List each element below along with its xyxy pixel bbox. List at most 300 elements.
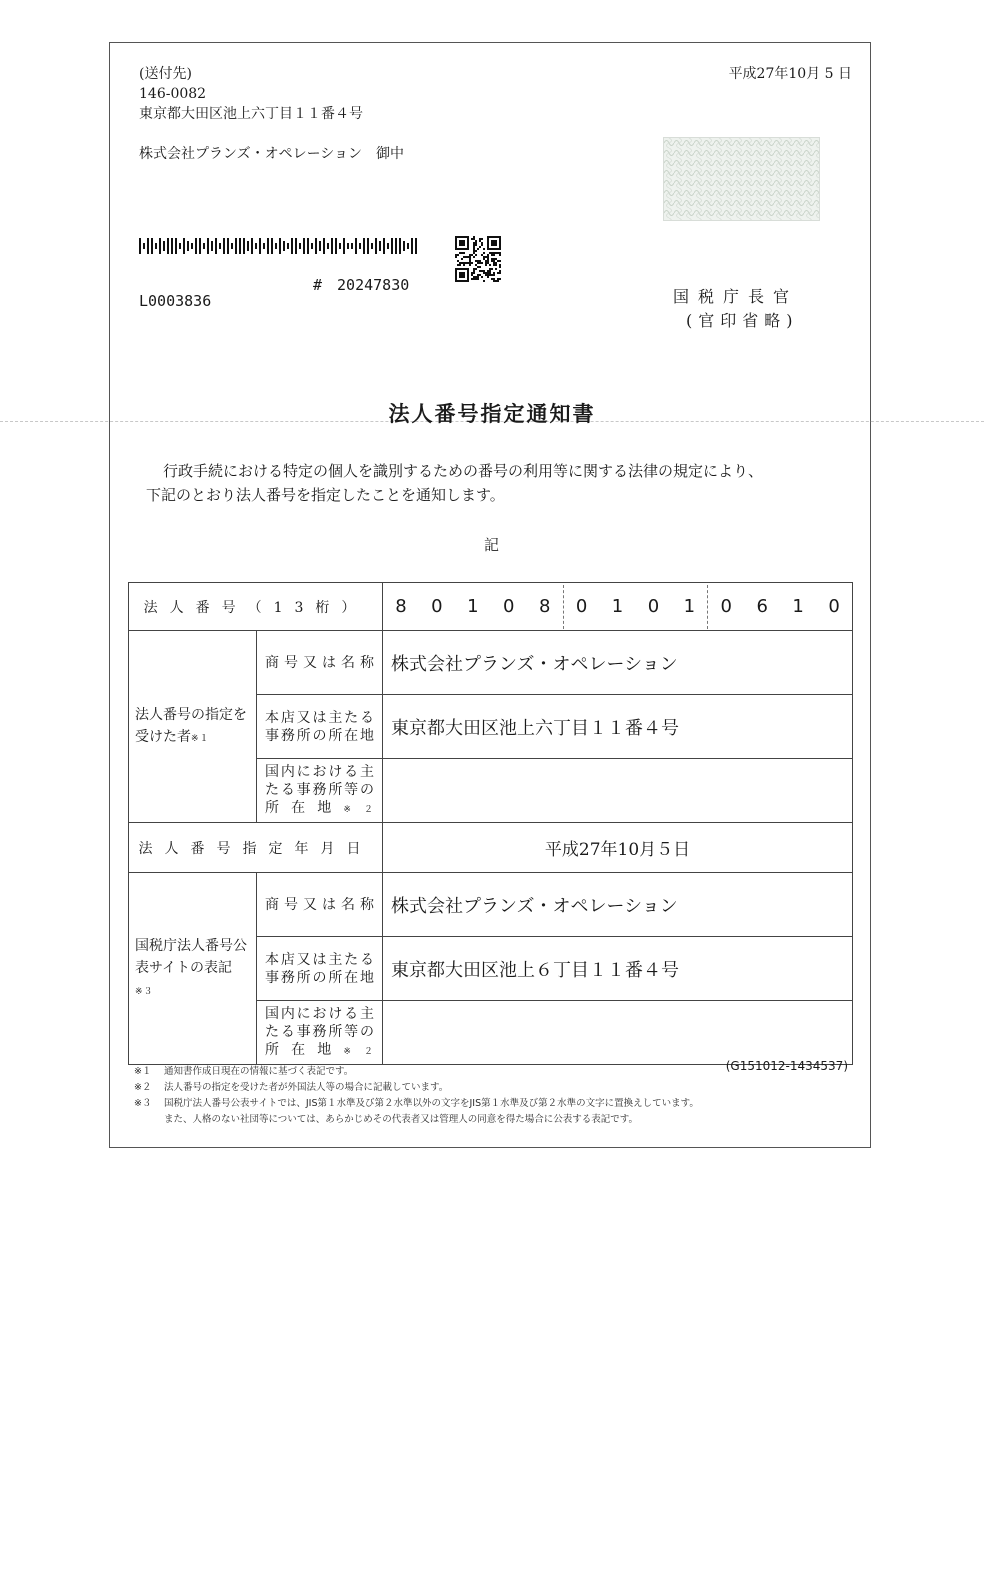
corp-number-digit: 1 — [611, 595, 624, 617]
barcode-bar — [243, 238, 245, 254]
qr-finder — [455, 268, 457, 282]
corp-number-digits — [383, 585, 852, 629]
qr-module — [467, 262, 469, 264]
qr-finder — [467, 268, 469, 282]
qr-module — [471, 254, 473, 256]
qr-module — [473, 252, 475, 254]
qr-module — [477, 274, 479, 276]
barcode-bar — [251, 238, 253, 254]
barcode-bar — [355, 238, 357, 254]
qr-module — [473, 244, 475, 246]
qr-module — [491, 252, 493, 254]
qr-finder — [467, 236, 469, 250]
qr-module — [481, 262, 483, 264]
qr-module — [499, 278, 501, 280]
qr-module — [493, 262, 495, 264]
qr-module — [475, 254, 477, 256]
issue-date: 平成27年10月 5 日 — [728, 66, 852, 82]
qr-module — [487, 256, 489, 258]
qr-module — [499, 254, 501, 256]
barcode-bar — [339, 243, 341, 249]
qr-module — [497, 260, 499, 262]
qr-module — [491, 268, 493, 270]
qr-module — [475, 240, 477, 242]
send-to-label: (送付先) — [139, 66, 192, 82]
barcode-bar — [315, 238, 317, 254]
barcode-bar — [287, 243, 289, 249]
corp-number-cell — [383, 583, 853, 631]
qr-module — [481, 254, 483, 256]
qr-finder — [487, 236, 489, 250]
qr-module — [489, 252, 491, 254]
barcode-bar — [335, 238, 337, 254]
corp-number-digit: 1 — [792, 595, 804, 617]
qr-finder — [499, 236, 501, 250]
qr-module — [495, 280, 497, 282]
barcode-bar — [199, 238, 201, 254]
barcode-bar — [379, 241, 381, 251]
label-domestic-text-public: 国内における主たる事務所等の所在地 — [265, 1005, 375, 1058]
barcode-bar — [303, 238, 305, 254]
qr-module — [457, 260, 459, 262]
qr-module — [475, 264, 477, 266]
barcode-bar — [395, 238, 397, 254]
label-domestic-note: ※２ — [343, 804, 375, 815]
recipient-address: 東京都大田区池上六丁目１１番４号 — [139, 106, 363, 122]
qr-module — [469, 264, 471, 266]
qr-module — [485, 274, 487, 276]
qr-module — [475, 276, 477, 278]
public-domestic-address — [383, 1001, 853, 1065]
qr-module — [489, 264, 491, 266]
barcode-bar — [367, 238, 369, 254]
label-domestic-office-public — [257, 1001, 383, 1065]
qr-module — [461, 252, 463, 254]
qr-module — [473, 236, 475, 238]
corp-number-row — [129, 583, 853, 631]
qr-finder — [455, 236, 457, 250]
label-head-office: 本店又は主たる事務所の所在地 — [257, 695, 383, 759]
qr-module — [491, 274, 493, 276]
qr-module — [497, 280, 499, 282]
qr-module — [495, 258, 497, 260]
notice-body-line-2: 下記のとおり法人番号を指定したことを通知します。 — [146, 486, 505, 504]
reference-code: (G151012-1434537) — [725, 1059, 848, 1073]
qr-module — [481, 242, 483, 244]
qr-module — [483, 280, 485, 282]
qr-module — [479, 274, 481, 276]
qr-module — [463, 264, 465, 266]
control-number: # 20247830 — [313, 276, 410, 294]
qr-module — [471, 262, 473, 264]
qr-module — [473, 256, 475, 258]
qr-module — [487, 262, 489, 264]
footnote-1 — [134, 1064, 854, 1080]
barcode-bar — [403, 241, 405, 251]
qr-finder-center — [459, 272, 465, 278]
barcode-bar — [175, 238, 177, 254]
qr-module — [487, 274, 489, 276]
qr-module — [479, 270, 481, 272]
postal-code: 146-0082 — [139, 86, 207, 102]
qr-module — [471, 238, 473, 240]
qr-module — [495, 252, 497, 254]
barcode-bar — [195, 238, 197, 254]
qr-finder — [487, 236, 501, 238]
barcode-bar — [383, 238, 385, 254]
notice-body — [146, 459, 846, 507]
qr-module — [479, 240, 481, 242]
qr-module — [499, 264, 501, 266]
qr-module — [485, 260, 487, 262]
barcode-bar — [231, 243, 233, 249]
qr-module — [465, 262, 467, 264]
barcode-bar — [275, 243, 277, 249]
barcode-bar — [295, 238, 297, 254]
barcode-bar — [255, 243, 257, 249]
seal-omitted-note: (官印省略) — [686, 311, 799, 330]
corp-number-digit: 0 — [575, 595, 588, 617]
qr-module — [469, 262, 471, 264]
barcode-bar — [187, 241, 189, 251]
footnotes — [134, 1064, 854, 1128]
public-group-label — [129, 873, 257, 1065]
postal-barcode — [139, 238, 424, 254]
qr-finder — [455, 248, 469, 250]
barcode-bar — [155, 243, 157, 249]
qr-module — [473, 238, 475, 240]
barcode-bar — [219, 243, 221, 249]
corp-number-digit: 1 — [671, 585, 708, 629]
qr-module — [479, 266, 481, 268]
corp-number-digit: 0 — [720, 595, 732, 617]
qr-module — [489, 274, 491, 276]
barcode-bar — [263, 243, 265, 249]
designation-date: 平成27年10月５日 — [383, 823, 853, 873]
qr-module — [497, 278, 499, 280]
barcode-bar — [239, 238, 241, 254]
footnote-text: 法人番号の指定を受けた者が外国法人等の場合に記載しています。 — [164, 1082, 449, 1093]
qr-module — [495, 268, 497, 270]
qr-module — [495, 264, 497, 266]
qr-module — [471, 278, 473, 280]
qr-module — [475, 250, 477, 252]
qr-module — [477, 278, 479, 280]
letter-number: L0003836 — [139, 292, 212, 310]
qr-module — [493, 280, 495, 282]
qr-module — [473, 270, 475, 272]
footnote-3 — [134, 1096, 854, 1112]
qr-module — [485, 264, 487, 266]
stamp-pattern — [664, 138, 819, 220]
qr-module — [457, 254, 459, 256]
barcode-bar — [411, 238, 413, 254]
qr-module — [477, 266, 479, 268]
qr-module — [469, 256, 471, 258]
barcode-bar — [415, 238, 417, 254]
qr-module — [487, 254, 489, 256]
qr-module — [489, 270, 491, 272]
public-group-note: ※３ — [135, 986, 154, 997]
qr-module — [491, 260, 493, 262]
barcode-bar — [375, 238, 377, 254]
barcode-bar — [167, 238, 169, 254]
qr-finder — [455, 236, 469, 238]
qr-module — [487, 258, 489, 260]
designee-group-text: 法人番号の指定を受けた者 — [135, 706, 247, 745]
label-domestic-office — [257, 759, 383, 823]
barcode-bar — [247, 241, 249, 251]
qr-module — [485, 272, 487, 274]
qr-module — [483, 248, 485, 250]
qr-module — [489, 272, 491, 274]
barcode-bar — [327, 243, 329, 249]
barcode-bar — [191, 243, 193, 249]
qr-module — [473, 278, 475, 280]
qr-module — [455, 254, 457, 256]
qr-module — [459, 252, 461, 254]
public-name: 株式会社プランズ・オペレーション — [383, 873, 853, 937]
qr-module — [481, 244, 483, 246]
qr-module — [473, 276, 475, 278]
barcode-bar — [291, 238, 293, 254]
qr-module — [475, 244, 477, 246]
qr-module — [463, 252, 465, 254]
qr-module — [497, 252, 499, 254]
barcode-bar — [271, 238, 273, 254]
barcode-bar — [179, 243, 181, 249]
qr-module — [495, 262, 497, 264]
barcode-bar — [387, 243, 389, 249]
footnote-3-continued: また、人格のない社団等については、あらかじめその代表者又は管理人の同意を得た場合に公表する表記です。 — [164, 1114, 639, 1125]
barcode-bar — [363, 238, 365, 254]
qr-module — [493, 254, 495, 256]
qr-module — [477, 262, 479, 264]
barcode-bar — [391, 238, 393, 254]
qr-finder — [455, 268, 469, 270]
qr-module — [479, 262, 481, 264]
footnote-text: 通知書作成日現在の情報に基づく表記です。 — [164, 1066, 354, 1077]
qr-module — [469, 260, 471, 262]
qr-module — [461, 262, 463, 264]
qr-module — [473, 242, 475, 244]
issuer: 国税庁長官 — [673, 287, 799, 306]
designation-date-label: 法人番号指定年月日 — [129, 823, 383, 873]
qr-finder — [455, 280, 469, 282]
designee-name: 株式会社プランズ・オペレーション — [383, 631, 853, 695]
revenue-stamp — [663, 137, 820, 221]
qr-module — [465, 256, 467, 258]
barcode-bar — [311, 243, 313, 249]
qr-module — [479, 246, 481, 248]
qr-module — [473, 250, 475, 252]
qr-module — [493, 264, 495, 266]
qr-code — [455, 236, 501, 282]
qr-module — [481, 270, 483, 272]
barcode-bar — [259, 238, 261, 254]
barcode-bar — [407, 243, 409, 249]
qr-module — [493, 260, 495, 262]
designee-name-row — [129, 631, 853, 695]
designee-domestic-address — [383, 759, 853, 823]
qr-module — [459, 262, 461, 264]
qr-module — [487, 270, 489, 272]
barcode-bar — [159, 238, 161, 254]
barcode-bar — [215, 238, 217, 254]
qr-module — [477, 248, 479, 250]
corp-number-digit: 0 — [647, 595, 660, 617]
barcode-bar — [171, 238, 173, 254]
barcode-bar — [351, 243, 353, 249]
barcode-bar — [147, 238, 149, 254]
qr-module — [485, 256, 487, 258]
barcode-bar — [299, 243, 301, 249]
qr-module — [499, 266, 501, 268]
qr-module — [477, 260, 479, 262]
barcode-bar — [203, 243, 205, 249]
barcode-bar — [143, 243, 145, 249]
barcode-bar — [211, 241, 213, 251]
corp-number-digit: 0 — [431, 595, 443, 617]
barcode-bar — [163, 241, 165, 251]
qr-module — [487, 272, 489, 274]
qr-module — [479, 260, 481, 262]
qr-module — [473, 248, 475, 250]
qr-module — [493, 274, 495, 276]
recipient-name: 株式会社プランズ・オペレーション 御中 — [139, 146, 405, 162]
qr-module — [493, 258, 495, 260]
qr-module — [455, 256, 457, 258]
qr-module — [493, 278, 495, 280]
corporate-number-table — [128, 582, 853, 1065]
corp-number-digit: 0 — [828, 595, 840, 617]
qr-module — [463, 256, 465, 258]
barcode-bar — [279, 238, 281, 254]
qr-module — [469, 254, 471, 256]
public-group-text: 国税庁法人番号公表サイトの表記 — [135, 937, 247, 976]
qr-module — [491, 258, 493, 260]
designee-group-label — [129, 631, 257, 823]
qr-module — [475, 278, 477, 280]
barcode-bar — [283, 241, 285, 251]
label-name-public: 商号又は名称 — [257, 873, 383, 937]
qr-module — [499, 270, 501, 272]
barcode-bar — [235, 238, 237, 254]
qr-module — [487, 276, 489, 278]
designation-date-row — [129, 823, 853, 873]
barcode-bar — [331, 238, 333, 254]
qr-module — [483, 252, 485, 254]
qr-module — [469, 258, 471, 260]
qr-module — [461, 258, 463, 260]
corp-number-digit: 8 — [527, 585, 564, 629]
qr-module — [479, 238, 481, 240]
footnote-mark: ※２ — [134, 1082, 152, 1093]
barcode-bar — [267, 238, 269, 254]
qr-module — [459, 264, 461, 266]
qr-module — [475, 268, 477, 270]
barcode-bar — [227, 238, 229, 254]
qr-module — [497, 272, 499, 274]
corp-number-digit: 6 — [756, 595, 768, 617]
barcode-bar — [319, 241, 321, 251]
qr-module — [493, 272, 495, 274]
label-domestic-text: 国内における主たる事務所等の所在地 — [265, 763, 375, 816]
qr-module — [457, 264, 459, 266]
qr-module — [475, 242, 477, 244]
qr-module — [481, 238, 483, 240]
qr-module — [473, 246, 475, 248]
qr-module — [483, 258, 485, 260]
document-title: 法人番号指定通知書 — [388, 402, 596, 426]
qr-module — [499, 252, 501, 254]
qr-finder-center — [459, 240, 465, 246]
qr-module — [473, 272, 475, 274]
designee-group-note: ※１ — [191, 733, 210, 744]
qr-module — [499, 272, 501, 274]
barcode-bar — [183, 238, 185, 254]
qr-module — [493, 252, 495, 254]
corp-number-digit: 1 — [467, 595, 479, 617]
qr-module — [473, 268, 475, 270]
footnote-2 — [134, 1080, 854, 1096]
barcode-bar — [151, 238, 153, 254]
footnote-mark: ※１ — [134, 1066, 152, 1077]
label-head-office-public: 本店又は主たる事務所の所在地 — [257, 937, 383, 1001]
qr-module — [467, 256, 469, 258]
qr-module — [471, 274, 473, 276]
qr-finder-center — [491, 240, 497, 246]
barcode-bar — [359, 243, 361, 249]
qr-module — [483, 270, 485, 272]
qr-module — [463, 262, 465, 264]
qr-module — [491, 254, 493, 256]
barcode-bar — [347, 243, 349, 249]
qr-module — [481, 276, 483, 278]
barcode-bar — [207, 238, 209, 254]
qr-module — [483, 256, 485, 258]
qr-module — [491, 278, 493, 280]
public-name-row — [129, 873, 853, 937]
barcode-bar — [307, 238, 309, 254]
barcode-bar — [371, 243, 373, 249]
barcode-bar — [139, 238, 141, 254]
qr-module — [477, 276, 479, 278]
label-domestic-note-public: ※２ — [343, 1046, 375, 1057]
barcode-bar — [323, 238, 325, 254]
qr-module — [499, 260, 501, 262]
qr-module — [485, 262, 487, 264]
barcode-bar — [223, 238, 225, 254]
ki-heading: 記 — [484, 536, 500, 554]
designee-address: 東京都大田区池上六丁目１１番４号 — [383, 695, 853, 759]
qr-module — [487, 260, 489, 262]
notice-body-line-1: 行政手続における特定の個人を識別するための番号の利用等に関する法律の規定により、 — [163, 462, 764, 480]
qr-module — [475, 260, 477, 262]
barcode-bar — [343, 238, 345, 254]
footnote-text: 国税庁法人番号公表サイトでは、JIS第１水準及び第２水準以外の文字をJIS第１水準及び第２水準の文字に置換えしています。 — [164, 1098, 699, 1109]
qr-module — [471, 272, 473, 274]
corp-number-digit: 0 — [503, 595, 515, 617]
barcode-bar — [399, 238, 401, 254]
qr-finder — [487, 248, 501, 250]
footnote-mark: ※３ — [134, 1098, 152, 1109]
corp-number-label: 法人番号（13桁） — [129, 583, 383, 631]
qr-module — [489, 268, 491, 270]
qr-module — [483, 272, 485, 274]
corp-number-digit: 8 — [395, 595, 407, 617]
label-name: 商号又は名称 — [257, 631, 383, 695]
